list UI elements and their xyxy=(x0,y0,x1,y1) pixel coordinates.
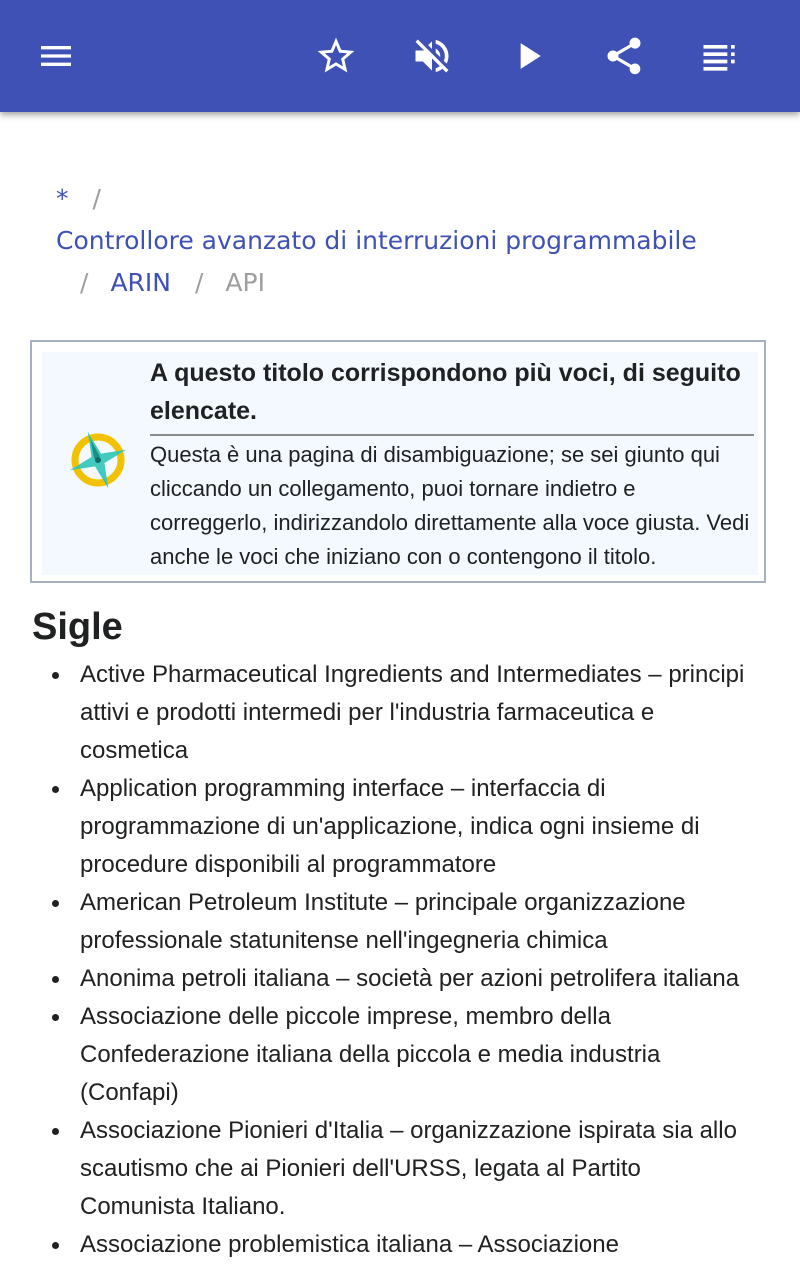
share-button[interactable] xyxy=(596,28,652,84)
list-item-text: Anonima petroli italiana – società per azioni petrolifera italiana xyxy=(80,965,740,992)
disambiguation-text xyxy=(150,354,754,574)
disambiguation-title: A questo titolo corrispondono più voci, di seguito elencate. xyxy=(150,354,754,436)
mute-button[interactable] xyxy=(404,28,460,84)
bullet-icon xyxy=(52,1128,59,1135)
bullet-icon xyxy=(52,900,59,907)
list-item-text: American Petroleum Institute – principale organizzazione professionale statunitense nell'ingegneria chimica xyxy=(80,889,686,954)
breadcrumb-root-link[interactable]: * xyxy=(56,184,69,213)
list-item[interactable] xyxy=(0,960,800,998)
star-icon xyxy=(314,34,358,78)
breadcrumb-current: API xyxy=(225,268,265,297)
breadcrumb-separator: / xyxy=(92,184,101,213)
bullet-icon xyxy=(52,976,59,983)
list-item[interactable] xyxy=(0,656,800,770)
playlist-icon xyxy=(698,34,742,78)
play-icon xyxy=(506,34,550,78)
acronym-list xyxy=(0,656,800,1264)
list-item-text: Associazione problemistica italiana – Associazione xyxy=(80,1231,619,1258)
list-item[interactable] xyxy=(0,1112,800,1226)
breadcrumb-parent-link[interactable]: Controllore avanzato di interruzioni programmabile xyxy=(56,226,697,255)
breadcrumb-line-2 xyxy=(56,220,776,262)
disambiguation-body: Questa è una pagina di disambiguazione; se sei giunto qui cliccando un collegamento, puoi tornare indietro e correggerlo, indirizzandolo direttamente alla voce giusta. Vedi anche le voci che iniziano con o contengono il titolo. xyxy=(150,442,750,569)
section-heading: Sigle xyxy=(32,606,123,648)
list-item-text: Active Pharmaceutical Ingredients and Intermediates – principi attivi e prodotti intermedi per l'industria farmaceutica e cosmetica xyxy=(80,661,745,764)
bullet-icon xyxy=(52,1014,59,1021)
article-content xyxy=(0,112,800,1280)
breadcrumb-separator: / xyxy=(194,268,204,297)
breadcrumb-separator: / xyxy=(80,268,89,297)
list-item-text: Associazione Pionieri d'Italia – organizzazione ispirata sia allo scautismo che ai Pionieri dell'URSS, legata al Partito Comunista Italiano. xyxy=(80,1117,737,1220)
breadcrumb xyxy=(56,178,776,304)
list-item[interactable] xyxy=(0,770,800,884)
bullet-icon xyxy=(52,1242,59,1249)
menu-button[interactable] xyxy=(28,28,84,84)
disambiguation-notice xyxy=(30,340,766,583)
contents-button[interactable] xyxy=(692,28,748,84)
bullet-icon xyxy=(52,672,59,679)
bullet-icon xyxy=(52,786,59,793)
bookmark-button[interactable] xyxy=(308,28,364,84)
app-toolbar xyxy=(0,0,800,112)
breadcrumb-sibling-link[interactable]: ARIN xyxy=(110,268,171,297)
play-button[interactable] xyxy=(500,28,556,84)
breadcrumb-line-1 xyxy=(56,178,776,220)
volume-off-icon xyxy=(410,34,454,78)
disambiguation-panel xyxy=(42,352,758,575)
list-item[interactable] xyxy=(0,998,800,1112)
list-item[interactable] xyxy=(0,884,800,960)
compass-icon xyxy=(62,424,134,496)
list-item-text: Associazione delle piccole imprese, membro della Confederazione italiana della piccola e media industria (Confapi) xyxy=(80,1003,661,1106)
list-item[interactable] xyxy=(0,1226,800,1264)
menu-icon xyxy=(36,36,76,76)
list-item-text: Application programming interface – interfaccia di programmazione di un'applicazione, indica ogni insieme di procedure disponibili al programmatore xyxy=(80,775,700,878)
share-icon xyxy=(602,34,646,78)
breadcrumb-line-3 xyxy=(56,262,776,304)
